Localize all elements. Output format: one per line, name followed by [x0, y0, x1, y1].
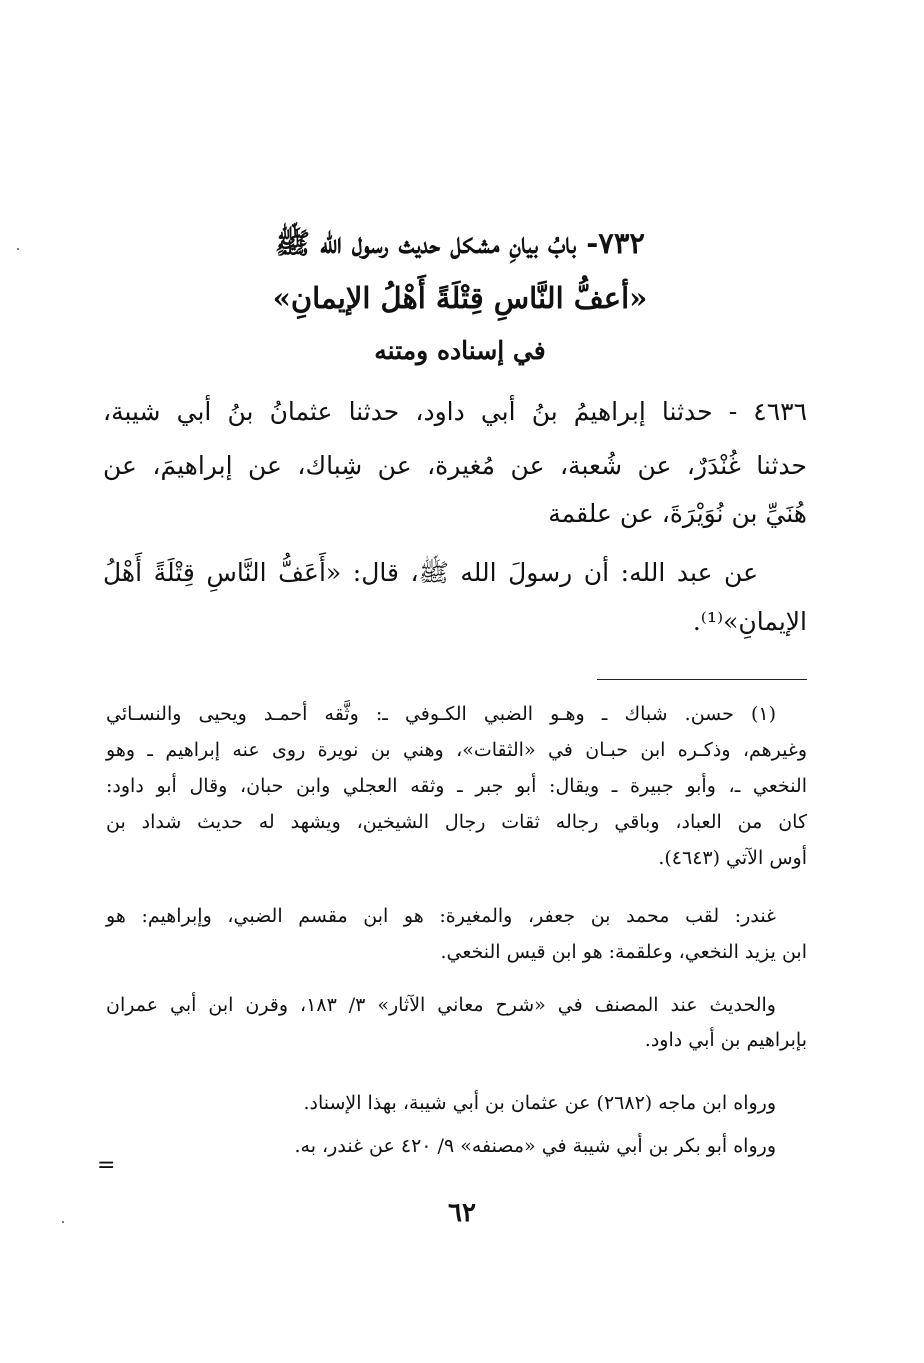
footnote-line: غندر: لقب محمد بن جعفر، والمغيرة: هو ابن مقسم الضبي، وإبراهيم: هو — [106, 905, 776, 927]
chapter-subtitle-scope: في إسناده ومتنه — [374, 336, 546, 365]
hadith-line: عن عبد الله: أن رسولَ الله ﷺ، قال: «أَعَفُّ النَّاسِ قِتْلَةً أَهْلُ — [103, 558, 758, 587]
footnote-continuation-mark: = — [97, 1153, 116, 1178]
hadith-line: هُنَيِّ بن نُوَيْرَةَ، عن علقمة — [548, 499, 807, 528]
footnote-line: النخعي ـ، وأبو جبيرة ـ ويقال: أبو جبر ـ وثقه العجلي وابن حبان، وقال أبو داود: — [106, 775, 807, 797]
footnote-line: وغيرهم، وذكـره ابن حبـان في «الثقات»، وهني بن نويرة روى عنه إبراهيم ـ وهو — [106, 739, 807, 761]
footnote-line: (١) حسن. شباك ـ وهـو الضبي الكـوفي ـ: وثَّقه أحمـد ويحيى والنسـائي — [106, 703, 776, 725]
hadith-line: ٤٦٣٦ - حدثنا إبراهيمُ بنُ أبي داود، حدثنا عثمانُ بنُ أبي شيبة، — [103, 397, 807, 426]
page-number: ٦٢ — [448, 1198, 476, 1228]
footnote-line: بإبراهيم بن أبي داود. — [644, 1029, 807, 1051]
chapter-title: ٧٣٢- بابُ بيانِ مشكل حديث رسول الله ﷺ — [274, 226, 646, 260]
chapter-subtitle-hadith: «أعفُّ النَّاسِ قِتْلَةً أَهْلُ الإيمانِ» — [272, 281, 648, 315]
footnote-line: ابن يزيد النخعي، وعلقمة: هو ابن قيس النخعي. — [440, 941, 807, 963]
hadith-line: حدثنا غُنْدَرٌ، عن شُعبة، عن مُغيرة، عن شِباك، عن إبراهيمَ، عن — [103, 451, 807, 480]
footnote-line: والحديث عند المصنف في «شرح معاني الآثار» ٣/ ١٨٣، وقرن ابن أبي عمران — [106, 994, 776, 1016]
hadith-line: الإيمانِ»⁽¹⁾. — [692, 607, 807, 636]
scan-speck — [62, 1221, 64, 1223]
scan-speck — [17, 248, 19, 250]
footnote-line: أوس الآتي (٤٦٤٣). — [658, 847, 807, 869]
footnote-line: كان من العباد، وباقي رجاله ثقات رجال الشيخين، ويشهد له حديث شداد بن — [106, 811, 807, 833]
footnote-line: ورواه ابن ماجه (٢٦٨٢) عن عثمان بن أبي شيبة، بهذا الإسناد. — [303, 1092, 776, 1114]
footnote-line: ورواه أبو بكر بن أبي شيبة في «مصنفه» ٩/ ٤٢٠ عن غندر، به. — [294, 1135, 776, 1157]
footnote-separator — [597, 679, 807, 680]
